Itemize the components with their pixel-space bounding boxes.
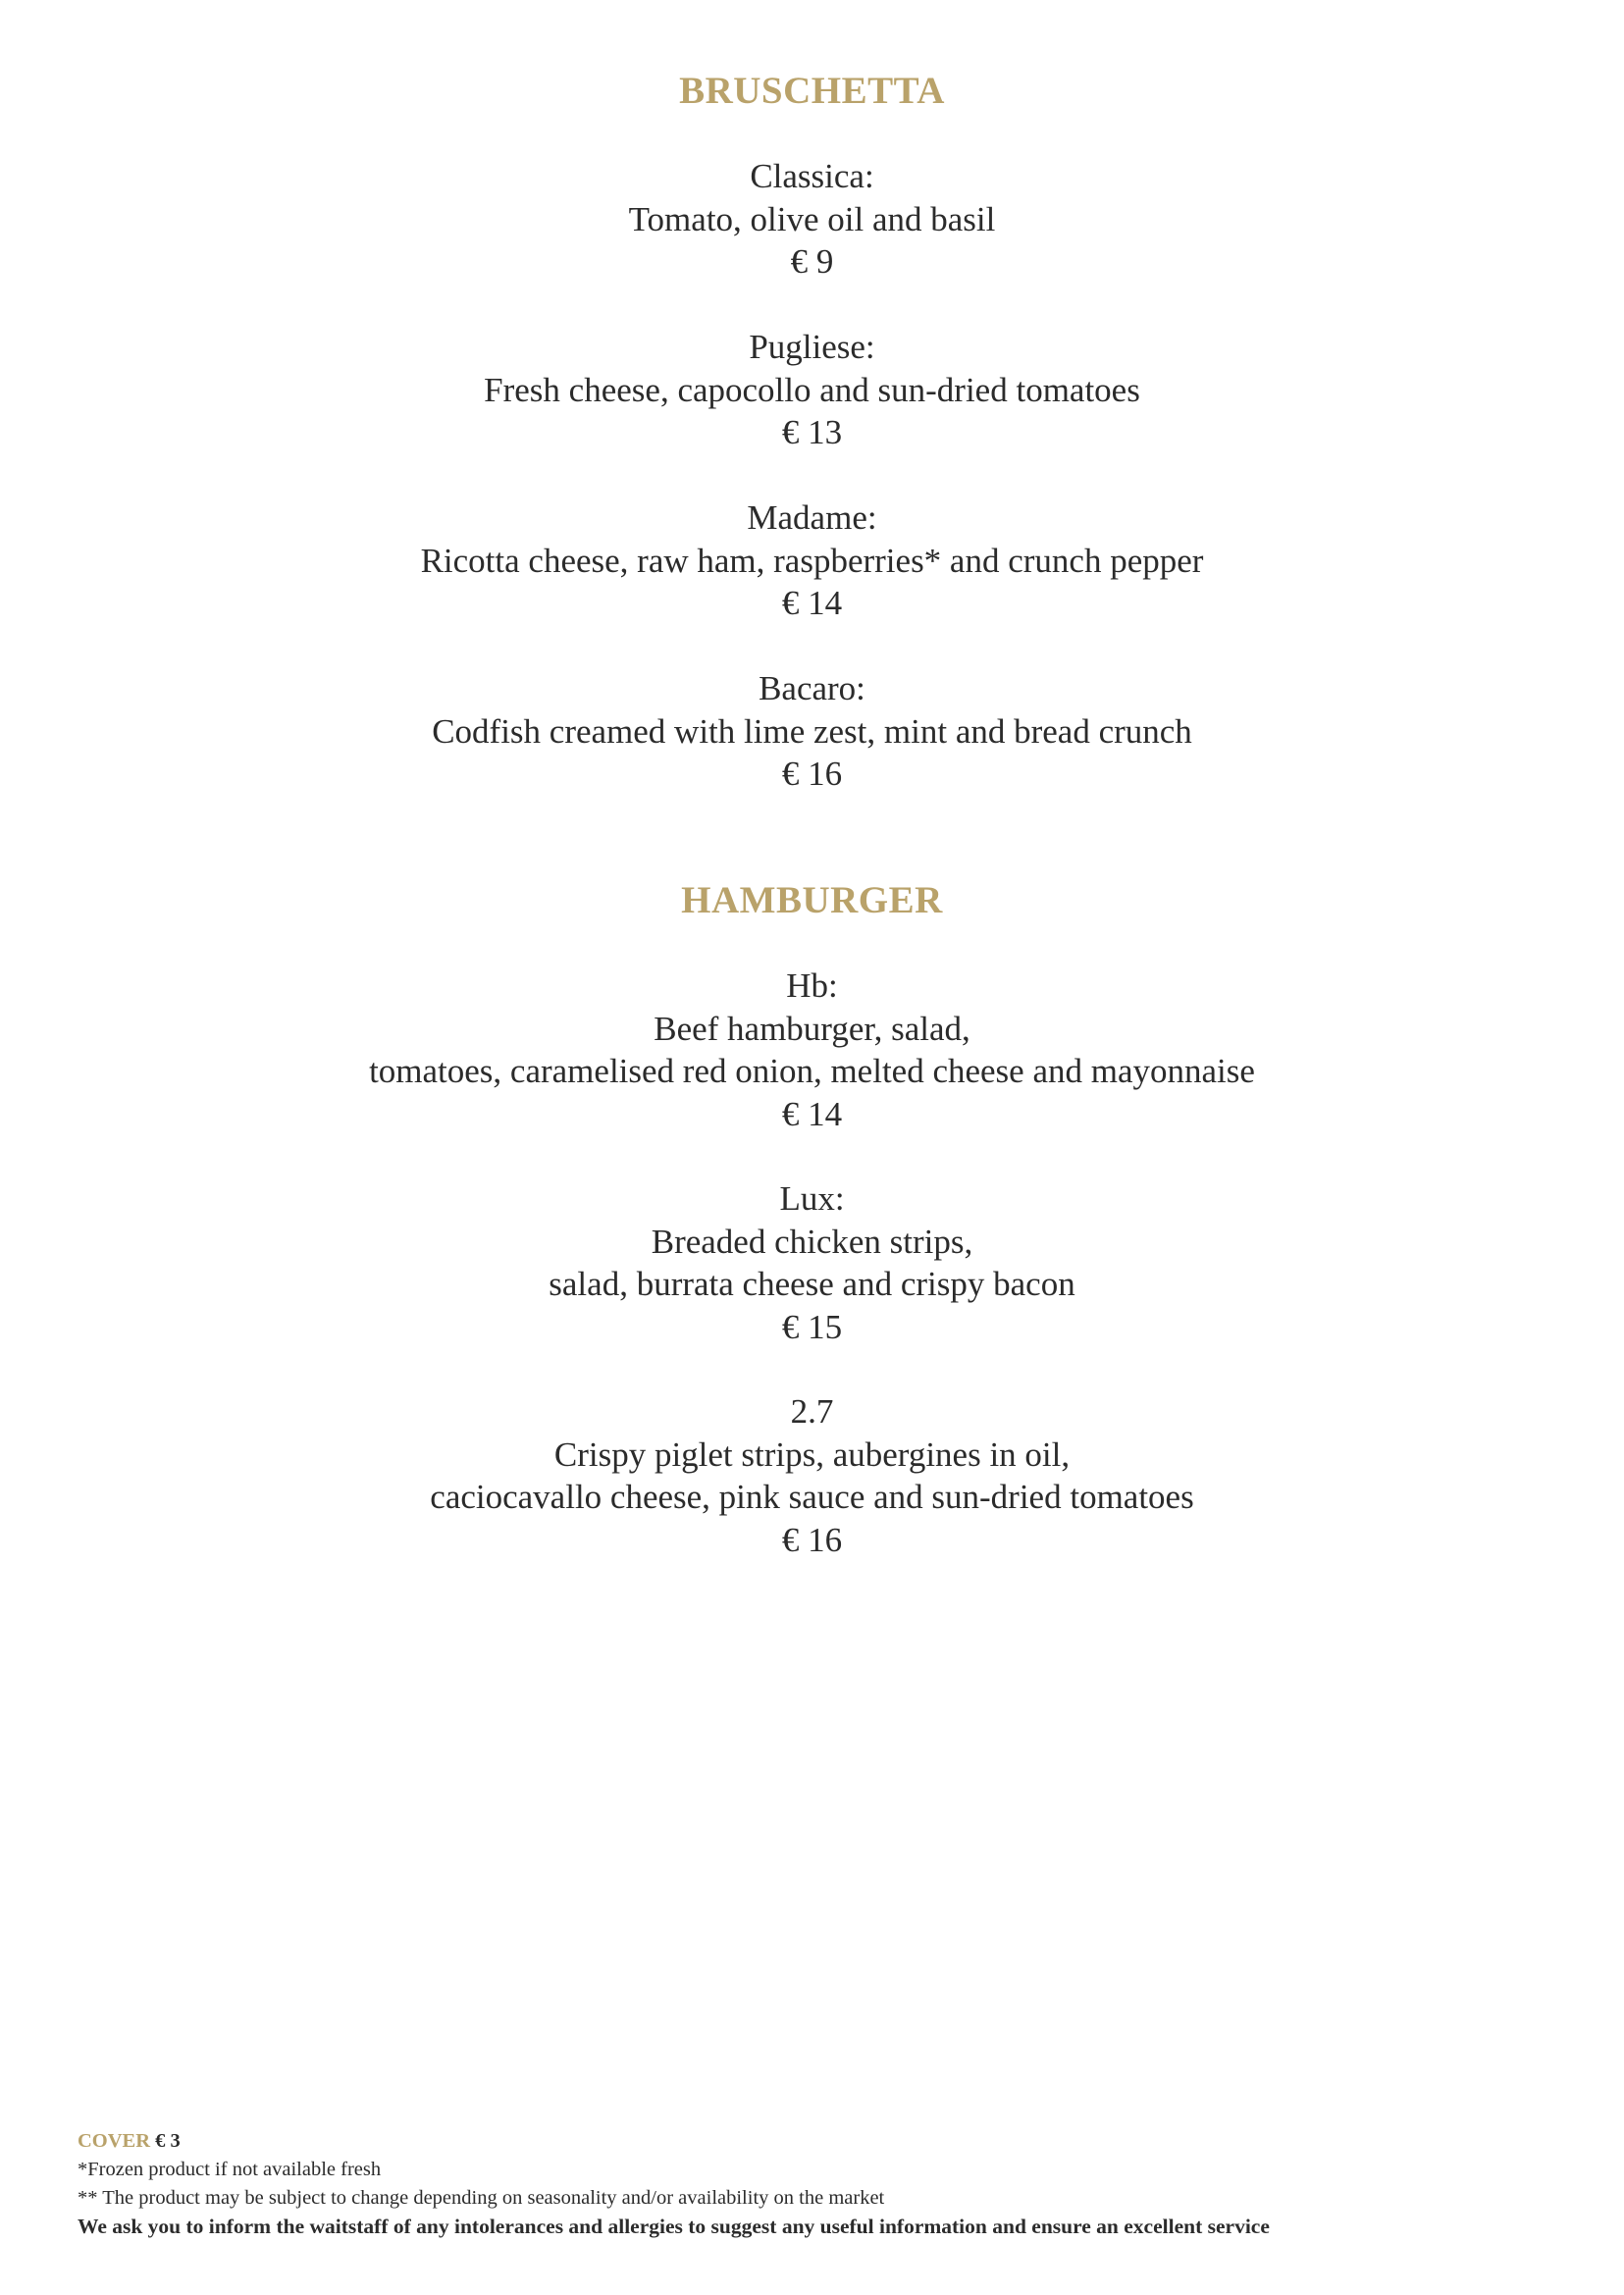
- item-description: Crispy piglet strips, aubergines in oil,: [553, 1434, 1071, 1474]
- seasonal-note: ** The product may be subject to change depending on seasonality and/or availability on the market: [78, 2187, 885, 2209]
- menu-item-lux: [0, 1177, 1624, 1348]
- item-description: Ricotta cheese, raw ham, raspberries* and crunch pepper: [420, 541, 1204, 580]
- item-description: Codfish creamed with lime zest, mint and bread crunch: [432, 711, 1192, 751]
- menu-item-pugliese: [0, 326, 1624, 454]
- item-price: € 14: [781, 584, 843, 622]
- item-name: Bacaro:: [759, 669, 865, 707]
- item-description: Beef hamburger, salad,: [654, 1009, 970, 1048]
- frozen-note: *Frozen product if not available fresh: [78, 2159, 382, 2180]
- item-name: Hb:: [786, 966, 838, 1005]
- item-description: tomatoes, caramelised red onion, melted cheese and mayonnaise: [369, 1052, 1255, 1090]
- menu-item-hb: [0, 965, 1624, 1135]
- cover-label: COVER: [78, 2130, 151, 2152]
- menu-item-2-7: [0, 1390, 1624, 1561]
- menu-item-bacaro: [0, 667, 1624, 796]
- item-price: € 16: [781, 1520, 843, 1559]
- item-name: Pugliese:: [749, 328, 875, 366]
- item-price: € 13: [781, 413, 843, 451]
- section-title-hamburger: HAMBURGER: [681, 879, 943, 921]
- item-price: € 15: [781, 1307, 843, 1346]
- allergy-note: We ask you to inform the waitstaff of any intolerances and allergies to suggest any useful information and ensure an excellent service: [78, 2215, 1270, 2238]
- menu-footer: [78, 2127, 1549, 2241]
- item-name: Madame:: [747, 498, 877, 537]
- cover-price: € 3: [155, 2130, 181, 2152]
- section-title-bruschetta: BRUSCHETTA: [679, 70, 945, 112]
- item-description: Breaded chicken strips,: [651, 1222, 973, 1261]
- item-description: caciocavallo cheese, pink sauce and sun-dried tomatoes: [430, 1478, 1194, 1516]
- item-price: € 14: [781, 1094, 843, 1133]
- item-price: € 9: [790, 242, 834, 281]
- item-description: Tomato, olive oil and basil: [628, 199, 996, 238]
- item-description: Fresh cheese, capocollo and sun-dried tomatoes: [484, 370, 1140, 409]
- menu-item-classica: [0, 155, 1624, 284]
- item-name: Classica:: [750, 157, 874, 195]
- cover-charge: [78, 2127, 1549, 2156]
- item-price: € 16: [781, 755, 843, 793]
- item-name: 2.7: [790, 1392, 834, 1431]
- item-name: Lux:: [779, 1179, 845, 1218]
- menu-item-madame: [0, 496, 1624, 625]
- item-description: salad, burrata cheese and crispy bacon: [549, 1265, 1075, 1303]
